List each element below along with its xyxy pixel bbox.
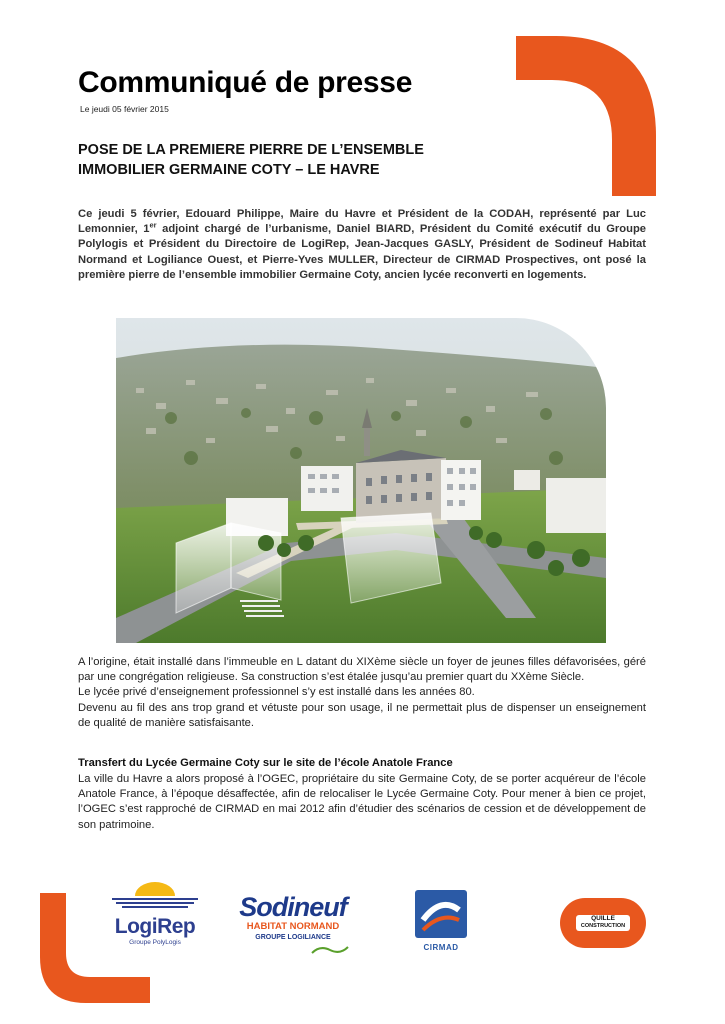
logiliance-leaf-icon xyxy=(310,945,350,955)
sodineuf-group: GROUPE LOGILIANCE xyxy=(255,934,331,941)
headline xyxy=(78,140,558,180)
logo-sodineuf xyxy=(228,893,358,958)
paragraph-vetuste: Devenu au fil des ans trop grand et vétuste pour son usage, il ne permettait plus de dispenser un enseignement de qualité de manière satisfaisante. xyxy=(78,701,646,729)
sodineuf-tagline: HABITAT NORMAND xyxy=(246,921,340,932)
headline-line-1: POSE DE LA PREMIERE PIERRE DE L’ENSEMBLE xyxy=(78,142,424,158)
cirmad-emblem-icon xyxy=(415,890,467,938)
paragraph-transfer: La ville du Havre a alors proposé à l’OGEC, propriétaire du site Germaine Coty, de se porter acquéreur de l’école Anatole France, à l’époque désaffectée, afin de relocaliser le Lycée Germaine Coty. Pour mener à bien ce projet, l’OGEC s’est rapproché de CIRMAD en mai 2012 afin d’étudier des scénarios de cession et de développement de son patrimoine. xyxy=(78,773,646,831)
sodineuf-name: Sodineuf xyxy=(239,892,347,922)
lead-superscript: er xyxy=(149,220,157,230)
logo-cirmad xyxy=(415,890,470,950)
lead-part-2: adjoint chargé de l’urbanisme, Daniel BIARD, Président du Comité exécutif du Groupe Polylogis et Président du Directoire de LogiRep, Jean-Jacques GASLY, Président de Sodineuf Habitat Normand et Logiliance Ouest, et Pierre-Yves MULLER, Directeur de CIRMAD Prospectives, ont posé la première pierre de l’ensemble immobilier Germaine Coty, ancien lycée reconverti en logements. xyxy=(78,223,646,281)
lead-paragraph xyxy=(78,207,646,283)
section-subheading: Transfert du Lycée Germaine Coty sur le site de l’école Anatole France xyxy=(78,757,453,769)
logo-quille xyxy=(560,898,646,948)
paragraph-origin: A l’origine, était installé dans l’immeuble en L datant du XIXème siècle un foyer de jeunes filles défavorisées, géré par une congrégation religieuse. Sa construction s’est étalée jusqu’au premier quart du XXème Siècle. xyxy=(78,656,646,684)
logirep-sun-icon xyxy=(100,880,210,910)
cirmad-name: CIRMAD xyxy=(423,943,459,952)
paragraph-lycee: Le lycée privé d’enseignement professionnel s’y est installé dans les années 80. xyxy=(78,686,475,699)
page-title: Communiqué de presse xyxy=(78,66,413,99)
headline-line-2: IMMOBILIER GERMAINE COTY – LE HAVRE xyxy=(78,162,380,178)
project-rendering-image xyxy=(116,318,606,643)
lead-part-1: Ce jeudi 5 février, Edouard Philippe, Maire du Havre et Président de la CODAH, représenté par Luc Lemonnier, 1 xyxy=(78,208,646,236)
logirep-subtitle: Groupe PolyLogis xyxy=(129,939,181,946)
quille-subtitle: CONSTRUCTION xyxy=(580,923,626,929)
body-history xyxy=(78,655,646,731)
logo-logirep xyxy=(100,880,210,960)
quille-name: QUILLE xyxy=(591,915,615,922)
press-date: Le jeudi 05 février 2015 xyxy=(80,104,169,114)
logirep-name: LogiRep xyxy=(114,915,196,938)
